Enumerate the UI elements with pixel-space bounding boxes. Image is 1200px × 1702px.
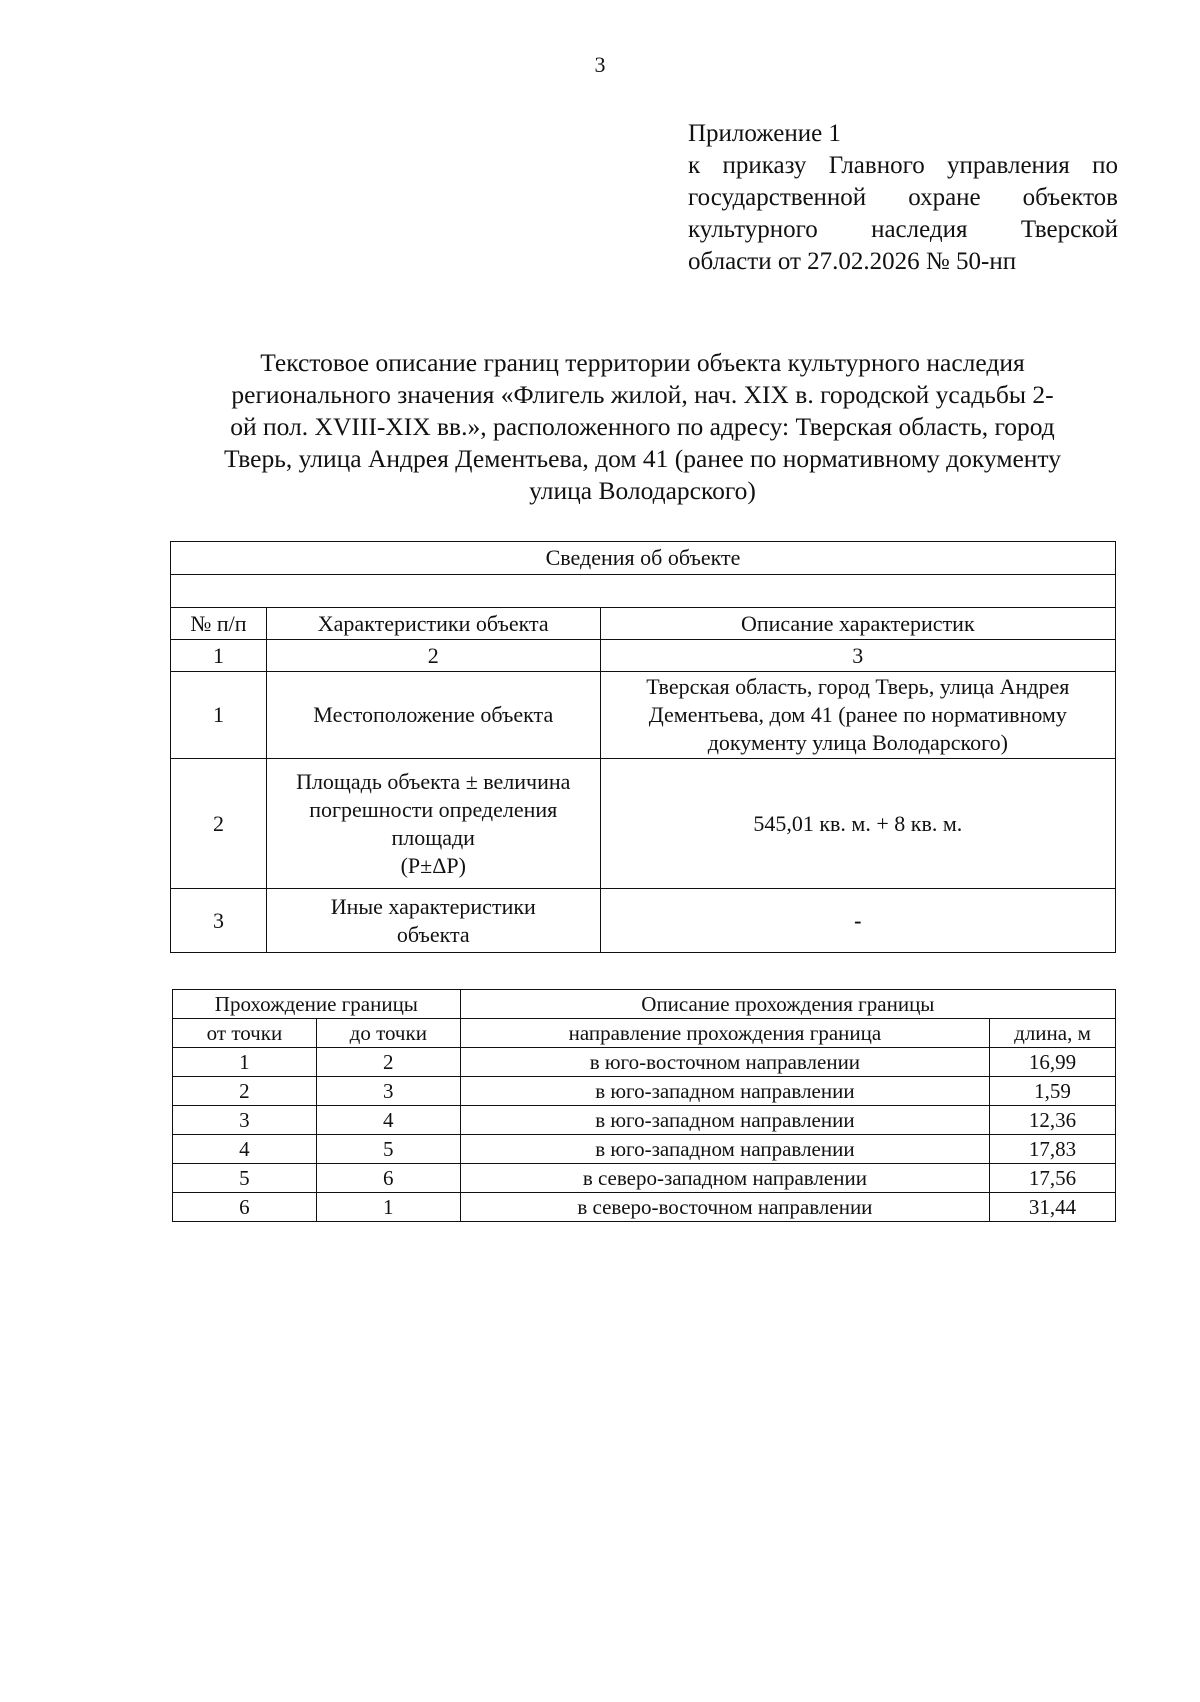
- cell-line: документу улица Володарского): [707, 730, 1008, 755]
- from-point: 5: [173, 1164, 317, 1193]
- from-point: 1: [173, 1048, 317, 1077]
- header-direction: направление прохождения граница: [460, 1019, 989, 1048]
- column-number: 3: [600, 640, 1115, 672]
- header-description: Описание прохождения границы: [460, 990, 1115, 1019]
- header-length: длина, м: [990, 1019, 1116, 1048]
- table-row: [171, 575, 1116, 608]
- table-row: [173, 1135, 1116, 1164]
- cell-line: погрешности определения: [309, 796, 558, 822]
- header-number: № п/п: [171, 608, 267, 640]
- table-row: [173, 1048, 1116, 1077]
- table-row: [171, 672, 1116, 759]
- column-number: 1: [171, 640, 267, 672]
- table-row: [171, 640, 1116, 672]
- appendix-line: Приложение 1: [688, 120, 841, 147]
- direction: в юго-западном направлении: [460, 1135, 989, 1164]
- appendix-line: государственной охране объектов: [688, 184, 1118, 211]
- table-row: [173, 1106, 1116, 1135]
- to-point: 2: [316, 1048, 460, 1077]
- table-row: [171, 889, 1116, 953]
- to-point: 6: [316, 1164, 460, 1193]
- appendix-line: области от 27.02.2026 № 50-нп: [688, 248, 1017, 275]
- appendix-line: культурного наследия Тверской: [688, 216, 1118, 243]
- characteristic-cell: [266, 889, 600, 953]
- length: 12,36: [990, 1106, 1116, 1135]
- empty-row: [171, 575, 1116, 608]
- table-row: [171, 759, 1116, 889]
- row-number: 3: [171, 889, 267, 953]
- boundary-route-table: [172, 989, 1116, 1222]
- area-value: 545,01 кв. м. + 8 кв. м.: [753, 810, 963, 836]
- table-row: [173, 1193, 1116, 1222]
- title-line: регионального значения «Флигель жилой, нач. XIX в. городской усадьбы 2-: [231, 380, 1054, 409]
- direction: в юго-западном направлении: [460, 1106, 989, 1135]
- length: 16,99: [990, 1048, 1116, 1077]
- characteristic-cell: [266, 672, 600, 759]
- title-line: Тверь, улица Андрея Дементьева, дом 41 (ранее по нормативному документу: [223, 444, 1061, 473]
- row-number: 1: [171, 672, 267, 759]
- from-point: 3: [173, 1106, 317, 1135]
- row-number: 2: [171, 759, 267, 889]
- header-passage: Прохождение границы: [173, 990, 461, 1019]
- to-point: 3: [316, 1077, 460, 1106]
- from-point: 6: [173, 1193, 317, 1222]
- direction: в северо-восточном направлении: [460, 1193, 989, 1222]
- length: 17,83: [990, 1135, 1116, 1164]
- direction: в юго-западном направлении: [460, 1077, 989, 1106]
- cell-line: Дементьева, дом 41 (ранее по нормативному: [648, 702, 1067, 727]
- table-row: [173, 990, 1116, 1019]
- table-row: [173, 1019, 1116, 1048]
- cell-line: площади: [391, 824, 475, 850]
- cell-line: объекта: [396, 921, 470, 947]
- description-cell: [600, 672, 1115, 759]
- length: 17,56: [990, 1164, 1116, 1193]
- info-caption: Сведения об объекте: [171, 542, 1116, 575]
- column-number: 2: [266, 640, 600, 672]
- to-point: 5: [316, 1135, 460, 1164]
- direction: в юго-восточном направлении: [460, 1048, 989, 1077]
- page-number: 3: [594, 52, 606, 77]
- appendix-block: [688, 118, 1118, 278]
- cell-line: -: [854, 907, 862, 933]
- characteristic-cell: [266, 759, 600, 889]
- table-row: [173, 1164, 1116, 1193]
- length: 1,59: [990, 1077, 1116, 1106]
- header-to-point: до точки: [316, 1019, 460, 1048]
- table-row: [173, 1077, 1116, 1106]
- title-line: улица Володарского): [529, 476, 756, 505]
- title-line: Текстовое описание границ территории объекта культурного наследия: [260, 348, 1025, 377]
- from-point: 4: [173, 1135, 317, 1164]
- table-row: [171, 608, 1116, 640]
- from-point: 2: [173, 1077, 317, 1106]
- description-cell: [600, 759, 1115, 889]
- appendix-line: к приказу Главного управления по: [688, 152, 1118, 179]
- description-cell: [600, 889, 1115, 953]
- cell-line: Площадь объекта ± величина: [296, 768, 571, 794]
- to-point: 4: [316, 1106, 460, 1135]
- cell-line: Иные характеристики: [330, 893, 536, 919]
- header-characteristic: Характеристики объекта: [266, 608, 600, 640]
- cell-line: (Р±ΔР): [400, 852, 466, 878]
- cell-line: Местоположение объекта: [313, 702, 554, 727]
- length: 31,44: [990, 1193, 1116, 1222]
- document-title: [170, 347, 1115, 507]
- table-row: [171, 542, 1116, 575]
- object-info-table: [170, 541, 1116, 953]
- title-line: ой пол. XVIII-XIX вв.», расположенного по адресу: Тверская область, город: [230, 412, 1055, 441]
- cell-line: Тверская область, город Тверь, улица Андрея: [646, 674, 1070, 699]
- direction: в северо-западном направлении: [460, 1164, 989, 1193]
- header-from-point: от точки: [173, 1019, 317, 1048]
- to-point: 1: [316, 1193, 460, 1222]
- header-description: Описание характеристик: [600, 608, 1115, 640]
